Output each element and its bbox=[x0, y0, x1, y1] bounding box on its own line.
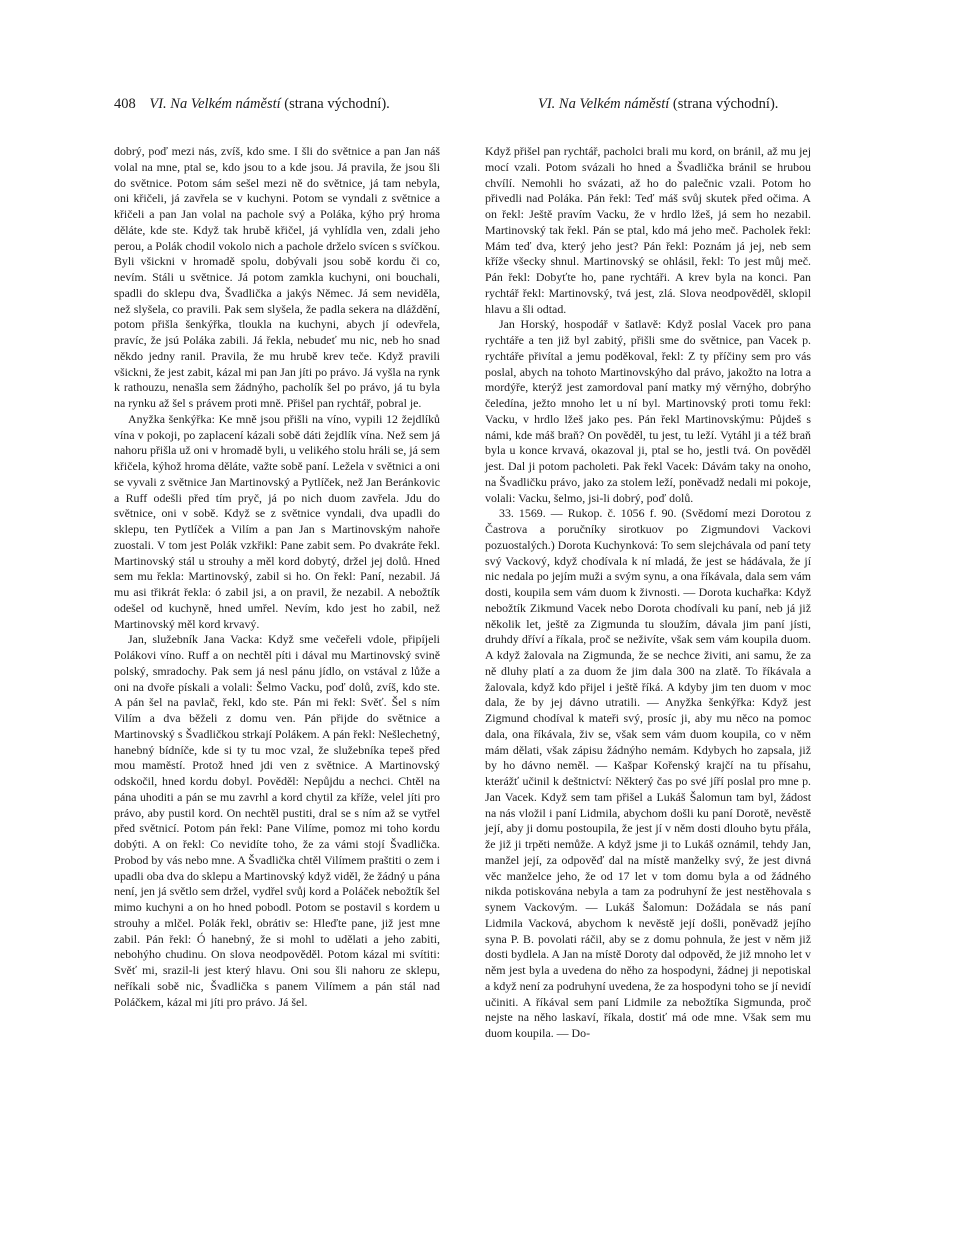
paragraph: 33. 1569. — Rukop. č. 1056 f. 90. (Svědomí mezi Dorotou z Častrova a poručníky sirotkuov po Zigmundovi Vackovi pozuostalých.) Dorota Kuchynková: To sem slejchávala od paní tety svý Vackový, když chodívala k ní mladá, že jest se hádávala, že jí nic nedala po jejím muži a svým synu, a ona říkávala, dala sem vám dosti, koupila sem vám duom k živnosti. — Dorota kuchařka: Když nebožtík Zikmund Vacek nebo Dorota chodívali ku paní, neb já již několik let, ještě za Zigmunda tu sloužím, dávala jim paní jísti, druhdy dříví a říkala, proč se neživíte, však sem vám koupila duom. A když žalovala na Zigmunda, že se nechce živiti, ani samu, že za ně dluhy platí a za duom že jim dala 300 na zlatě. To říkávala a žalovala, když kdo přijel i ještě říká. A kdyby jim ten duom v moc dala, že by jej dávno utratili. — Anyžka šenkýřka: Když jest Zigmund chodíval k mateři svý, prosíc ji, aby mu něco na pomoc dala, ona říkávala, živ se, však sem vám duom koupila, co v něm mám dělati, však zápisu žádnýho nemám. Kdybych ho zapsala, již by ho dávno neměl. — Kašpar Kořenský krajčí na tu přísahu, kterážť učinil k deštnictví: Některý čas po své jíří poslal pro mne p. Jan Vacek. Když sem tam přišel a Lukáš Šalomun tam byl, žádost na nás vložil i paní Lidmila, abychom došli ku paní Dorotě, nevěstě její, aby ji domu postoupila, že jest jí v něm dosti dlouho bytu přála, že již ji trpěti nemůže. A když jsme ji to Lukáš oznámil, tehdy Jan, manžel její, za odpověď dal na místě manželky svý, že jest divná věc manželce jeho, že od 17 let v tom domu byla a od žádného nikda potiskována nebyla a tam za podruhyní že jest nestěhovala s synem Vackovým. — Lukáš Šalomun: Dožádala se nás paní Lidmila Vacková, abychom k nevěstě její došli, poněvadž jejího syna P. B. povolati ráčil, aby se z domu pohnula, že jest v něm již dosti bydlela. A Jan na místě Doroty dal odpověd, že již mnoho let v něm jest byla a uvedena do něho za hospodyni, žádnej ji nepotiskal a když není za podruhyní uvedena, že za hospodyni toho se jí nevidí učiniti. A říkával sem paní Lidmile za nebožtíka Sigmunda, proč nejste na něho laskaví, říkala, dostiť má ode mne. Však sem mu duom koupila. — Do- bbox=[485, 506, 811, 1040]
paragraph: Jan, služebník Jana Vacka: Když sme večeřeli vdole, připíjeli Polákovi víno. Ruff a on nechtěl píti i dával mu Martinovský svině polský, smradochy. Pak sem já nesl pánu jídlo, on vstával z lůže a oni na dvoře pískali a volali: Šelmo Vacku, poď dolů, zvíš, kdo ste. A pán šel na pavlač, řekl, kdo ste. Pán mi řekl: Svěť. Šel s ním Vilím a dva běželi z domu ven. Pán přijde do světnice a Martinovský s Švadličkou strkají Polákem. A pán řekl: Nešlechetný, hanebný bídníče, kde si ty tu moc vzal, že služebníka tepeš před mou maměstí. Protož hned jdi ven z světnice. A Martinovský odskočil, hned kordu dobyl. Pověděl: Nepůjdu a nechci. Chtěl na pána uhoditi a pán se mu zavrhl a kord chytil za kříže, velel jíti pro právo, aby pustil kord. On nechtěl pustiti, dral se s ním až se vytřel před světnicí. Potom pán řekl: Pane Vilíme, pomoz mi toho kordu dobýti. A on řekl: Co nevidíte toho, že za vámi stojí Švadlička. Probod by vás nebo mne. A Švadlička chtěl Vilímem praštiti o zem i upadli oba dva do sklepu a Martinovský když viděl, že žádný u pána není, jen já světlo sem držel, vydřel svůj kord a Poláček nebožtík šel mimo kuchyni a on ho hned pobodl. Potom se postavil s kordem u strouhy a mlčel. Polák řekl, obrátiv se: Hleďte pane, již jest mne zabil. Pán řekl: Ó hanebný, že si mohl to udělati a jeho zabiti, nebohýho chudinu. On slova neodpověděl. Potom kázal mi svítiti: Svěť mi, srazil-li jest který hlavu. Oni sou šli nahoru ze sklepu, neříkali sobě nic, Švadlička s panem Vilímem a pán stál nad Poláčkem, kázal mi jíti pro právo. Já šel. bbox=[114, 632, 440, 1009]
header-right-title: VI. Na Velkém náměstí bbox=[538, 96, 670, 112]
paragraph: Když přišel pan rychtář, pacholci brali mu kord, on bránil, až mu jej mocí vzali. Potom svázali ho hned a Švadlička bránil se hrubou chvílí. Nemohli ho svázati, až ho do palečnic vzali. Potom ho přivedli nad Poláka. Pán řekl: Teď máš svůj skutek před očima. A on řekl: Ještě pravím Vacku, že v hrdlo lžeš, já sem ho nezabil. Martinovský tak řekl. Pán se ptal, kdo má jeho meč. Pacholek řekl: Mám teď dva, který jeho jest? Pán řekl: Poznám já jej, neb sem kříže všecky shnul. Martinovský se ohlásil, řekl: To jest můj meč. Pán řekl: Dobyťte ho, pane rychtáři. A krev byla na konci. Pan rychtář řekl: Martinovský, tvá jest, zlá. Slova neodpověděl, sklopil hlavu a šli odtad. bbox=[485, 144, 811, 316]
page-number: 408 bbox=[114, 96, 136, 112]
header-left-title: VI. Na Velkém náměstí bbox=[149, 96, 281, 112]
running-header-left bbox=[114, 96, 390, 113]
paragraph: dobrý, poď mezi nás, zvíš, kdo sme. I šli do světnice a pan Jan náš volal na mne, ptal se, kdo jsou to a kde jsou. Já pravila, že jsou šli do světnice. Potom sám sešel mezi ně do světnice, já tam nebyla, oni křičeli, já zavřela se v kuchyni. Potom se vyndali z světnice a křičeli a pan Jan volal na pachole svý a Poláka, kýho prý hroma děláte, kde ste. Když tak hrubě křičel, já vyhlídla ven, zdali jeho perou, a Polák chodil vokolo nich a pachole drželo svícen s svíčkou. Byli všickni v hromadě spolu, dobývali jsou sobě kordu či co, nevím. Stáli u světnice. Já potom zamkla kuchyni, oni bouchali, spadli do sklepu dva, Švadlička a jakýs Němec. Já sem neviděla, než slyšela, co pravili. Pak sem slyšela, že padla sekera na dláždění, potom přišla šenkýřka, tloukla na kuchyni, abych jí odevřela, pravíc, že jsú Poláka zabili. Já řekla, nebudeť mu nic, neb ho snad někdo jedny ranil. Pravila, že mu hrubě krev teče. Když pravili všickni, že jest zabit, kázal mi pan Jan jíti po právo. Já vyšla na rynk k rathouzu, nenašla sem žádnýho, pacholík šel po právo, já tu byla na rynku až šel s právem proti mně. Přišel pan rychtář, pobral je. bbox=[114, 144, 440, 410]
header-left-note: (strana východní). bbox=[284, 96, 390, 112]
paragraph: Jan Horský, hospodář v šatlavě: Když poslal Vacek pro pana rychtáře a ten již byl zabitý, přišli sme do světnice, pan Vacek p. rychtáře přivítal a jemu poděkoval, řekl: Z ty příčiny sem pro vás poslal, abych na tohoto Martinovskýho dal právo, jakožto na lotra a mordýře, kterýž jest zamordoval paní matky mý věrnýho, dobrýho čeledína, ježto mnoho let u ní byl. Martinovský proti tomu řekl: Vacku, v hrdlo lžeš jako pes. Pán řekl Martinovskýmu: Půjdeš s námi, kde máš braň? On pověděl, tu jest, tu leží. Vytáhl ji a též braň byla u konce krvavá, okazoval ji, ptal se ho, jestli tvá. On pověděl jest. Dal ji potom pacholeti. Pak řekl Vacek: Dávám taky na onoho, na Švadličku právo, jako za stolem leží, poněvadž nedali mi pokoje, volali: Vacku, šelmo, jsi-li dobrý, poď dolů. bbox=[485, 317, 811, 505]
right-column bbox=[485, 144, 811, 1042]
paragraph: Anyžka šenkýřka: Ke mně jsou přišli na víno, vypili 12 žejdlíků vína v pokoji, po zaplacení kázali sobě dáti žejdlík vína. Než sem já nahoru přišla už oni v hromadě byli, u velikého stolu hráli se, já sem křičela, kýhož hroma děláte, važte sobě paní. Ležela v světnici a oni se vyvali z světnice Jan Martinovský a Pytlíček, než Jan Beránkovic a Ruff odešli před tím pryč, já po nich duom zavřela. Jdu do světnice, oni v sobě. Když se z světnice vyndali, dva upadli do sklepu, ten Pytlíček a Vilím a pan Jan s Martinovským nahoře zuostali. V tom jest Polák vzkřikl: Pane zabit sem. Po dvakráte řekl. Martinovský stál u strouhy a měl kord dobytý, držel jej dolů. Hned sem mu řekla: Martinovský, zabil si ho. On řekl: Paní, nezabil. Já mu asi třikrát řekla: ó zabil jsi, a on pravil, že nezabil. A nebožtík odešel od kuchyně, hned umřel. Nevím, kdo jest ho zabil, než Martinovský měl kord krvavý. bbox=[114, 411, 440, 631]
header-right-note: (strana východní). bbox=[672, 96, 779, 112]
left-column bbox=[114, 144, 440, 1010]
running-header-right bbox=[538, 96, 778, 113]
